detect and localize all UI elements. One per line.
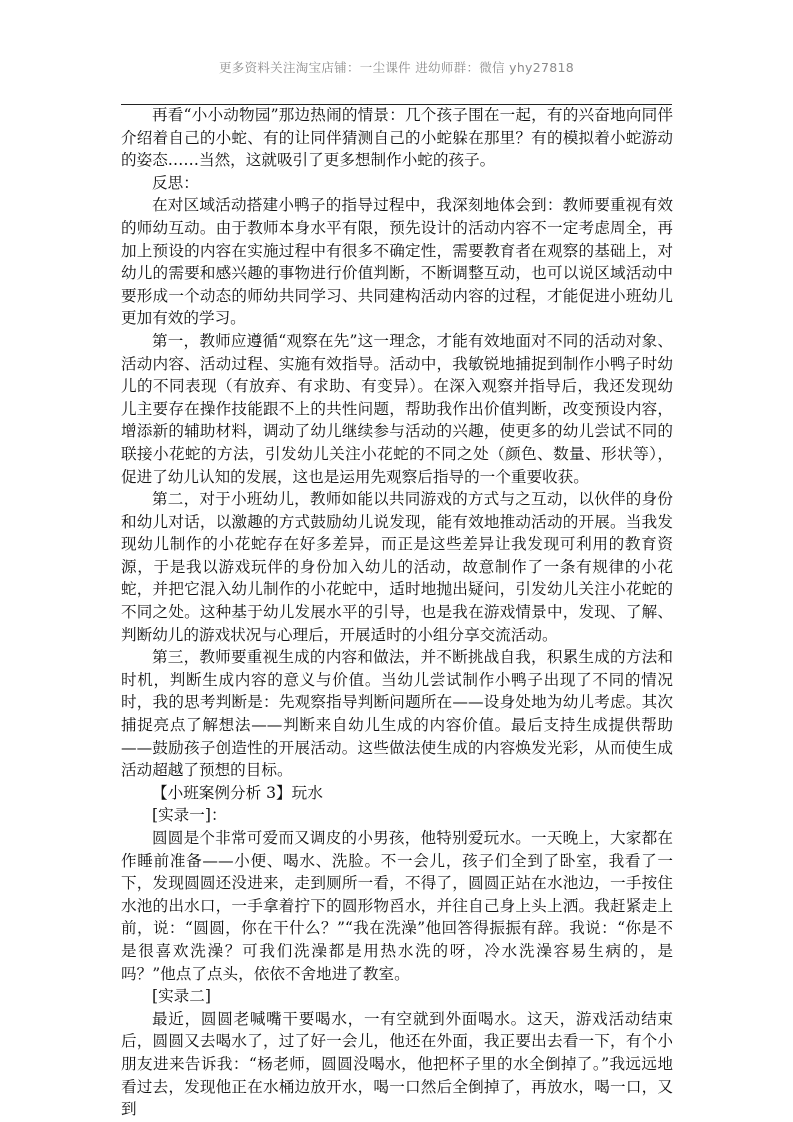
paragraph-third-point: 第三，教师要重视生成的内容和做法，并不断挑战自我，积累生成的方法和时机，判断生成内容的意义与价值。当幼儿尝试制作小鸭子出现了不同的情况时，我的思考判断是：先观察指导判断问题所在——设身处地为幼儿考虑。其次捕捉亮点了解想法——判断来自幼儿生成的内容价值。最后支持生成提供帮助——鼓励孩子创造性的开展活动。这些做法使生成的内容焕发光彩，从而使生成活动超越了预想的目标。 [121, 648, 673, 780]
paragraph-second-point: 第二，对于小班幼儿，教师如能以共同游戏的方式与之互动，以伙伴的身份和幼儿对话，以激趣的方式鼓励幼儿说发现，能有效地推动活动的开展。当我发现幼儿制作的小花蛇存在好多差异，而正是这些差异让我发现可利用的教育资源，于是我以游戏玩伴的身份加入幼儿的活动，故意制作了一条有规律的小花蛇，并把它混入幼儿制作的小花蛇中，适时地抛出疑问，引发幼儿关注小花蛇的不同之处。这种基于幼儿发展水平的引导，也是我在游戏情景中，发现、了解、判断幼儿的游戏状况与心理后，开展适时的小组分享交流活动。 [121, 490, 673, 644]
paragraph-intro: 再看“小小动物园”那边热闹的情景：几个孩子围在一起，有的兴奋地向同伴介绍着自己的小蛇、有的让同伴猜测自己的小蛇躲在那里？有的模拟着小蛇游动的姿态……当然，这就吸引了更多想制作小蛇的孩子。 [121, 106, 673, 170]
case-title: 【小班案例分析 3】玩水 [152, 783, 323, 802]
record-two-text: 最近，圆圆老喊嘴干要喝水，一有空就到外面喝水。这天，游戏活动结束后，圆圆又去喝水了，过了好一会儿，他还在外面，我正要出去看一下，有个小朋友进来告诉我：“杨老师，圆圆没喝水，他把杯子里的水全倒掉了。”我远远地看过去，发现他正在水桶边放开水，喝一口然后全倒掉了，再放水，喝一口，又到 [121, 1009, 673, 1119]
paragraph-first-point: 第一，教师应遵循“观察在先”这一理念，才能有效地面对不同的活动对象、活动内容、活动过程、实施有效指导。活动中，我敏锐地捕捉到制作小鸭子时幼儿的不同表现（有放弃、有求助、有变异）。在深入观察并指导后，我还发现幼儿主要存在操作技能跟不上的共性问题，帮助我作出价值判断，改变预设内容，增添新的辅助材料，调动了幼儿继续参与活动的兴趣，使更多的幼儿尝试不同的联接小花蛇的方法，引发幼儿关注小花蛇的不同之处（颜色、数量、形状等），促进了幼儿认知的发展，这也是运用先观察后指导的一个重要收获。 [121, 331, 673, 486]
paragraph-reflection: 在对区域活动搭建小鸭子的指导过程中，我深刻地体会到：教师要重视有效的师幼互动。由于教师本身水平有限，预先设计的活动内容不一定考虑周全，再加上预设的内容在实施过程中有很多不确定性，需要教育者在观察的基础上，对幼儿的需要和感兴趣的事物进行价值判断，不断调整互动，也可以说区域活动中要形成一个动态的师幼共同学习、共同建构活动内容的过程，才能促进小班幼儿更加有效的学习。 [121, 196, 673, 328]
page-header-watermark: 更多资料关注淘宝店铺：一尘课件 进幼师群：微信 yhy27818 [218, 60, 575, 75]
record-one-text: 圆圆是个非常可爱而又调皮的小男孩，他特别爱玩水。一天晚上，大家都在作睡前准备——小便、喝水、洗脸。不一会儿，孩子们全到了卧室，我看了一下，发现圆圆还没进来，走到厕所一看，不得了，圆圆正站在水池边，一手按住水池的出水口，一手拿着拧下的圆形物舀水，并往自己身上头上洒。我赶紧走上前，说：“圆圆，你在干什么？”“我在洗澡”他回答得振振有辞。我说：“你是不是很喜欢洗澡？可我们洗澡都是用热水洗的呀，冷水洗澡容易生病的，是吗？”他点了点头，依依不舍地进了教室。 [121, 829, 673, 983]
record-one-heading: [实录一]： [152, 806, 227, 825]
record-two-heading: [实录二] [152, 987, 211, 1006]
paragraph-reflection-heading: 反思： [152, 173, 199, 192]
document-body [121, 104, 673, 1121]
